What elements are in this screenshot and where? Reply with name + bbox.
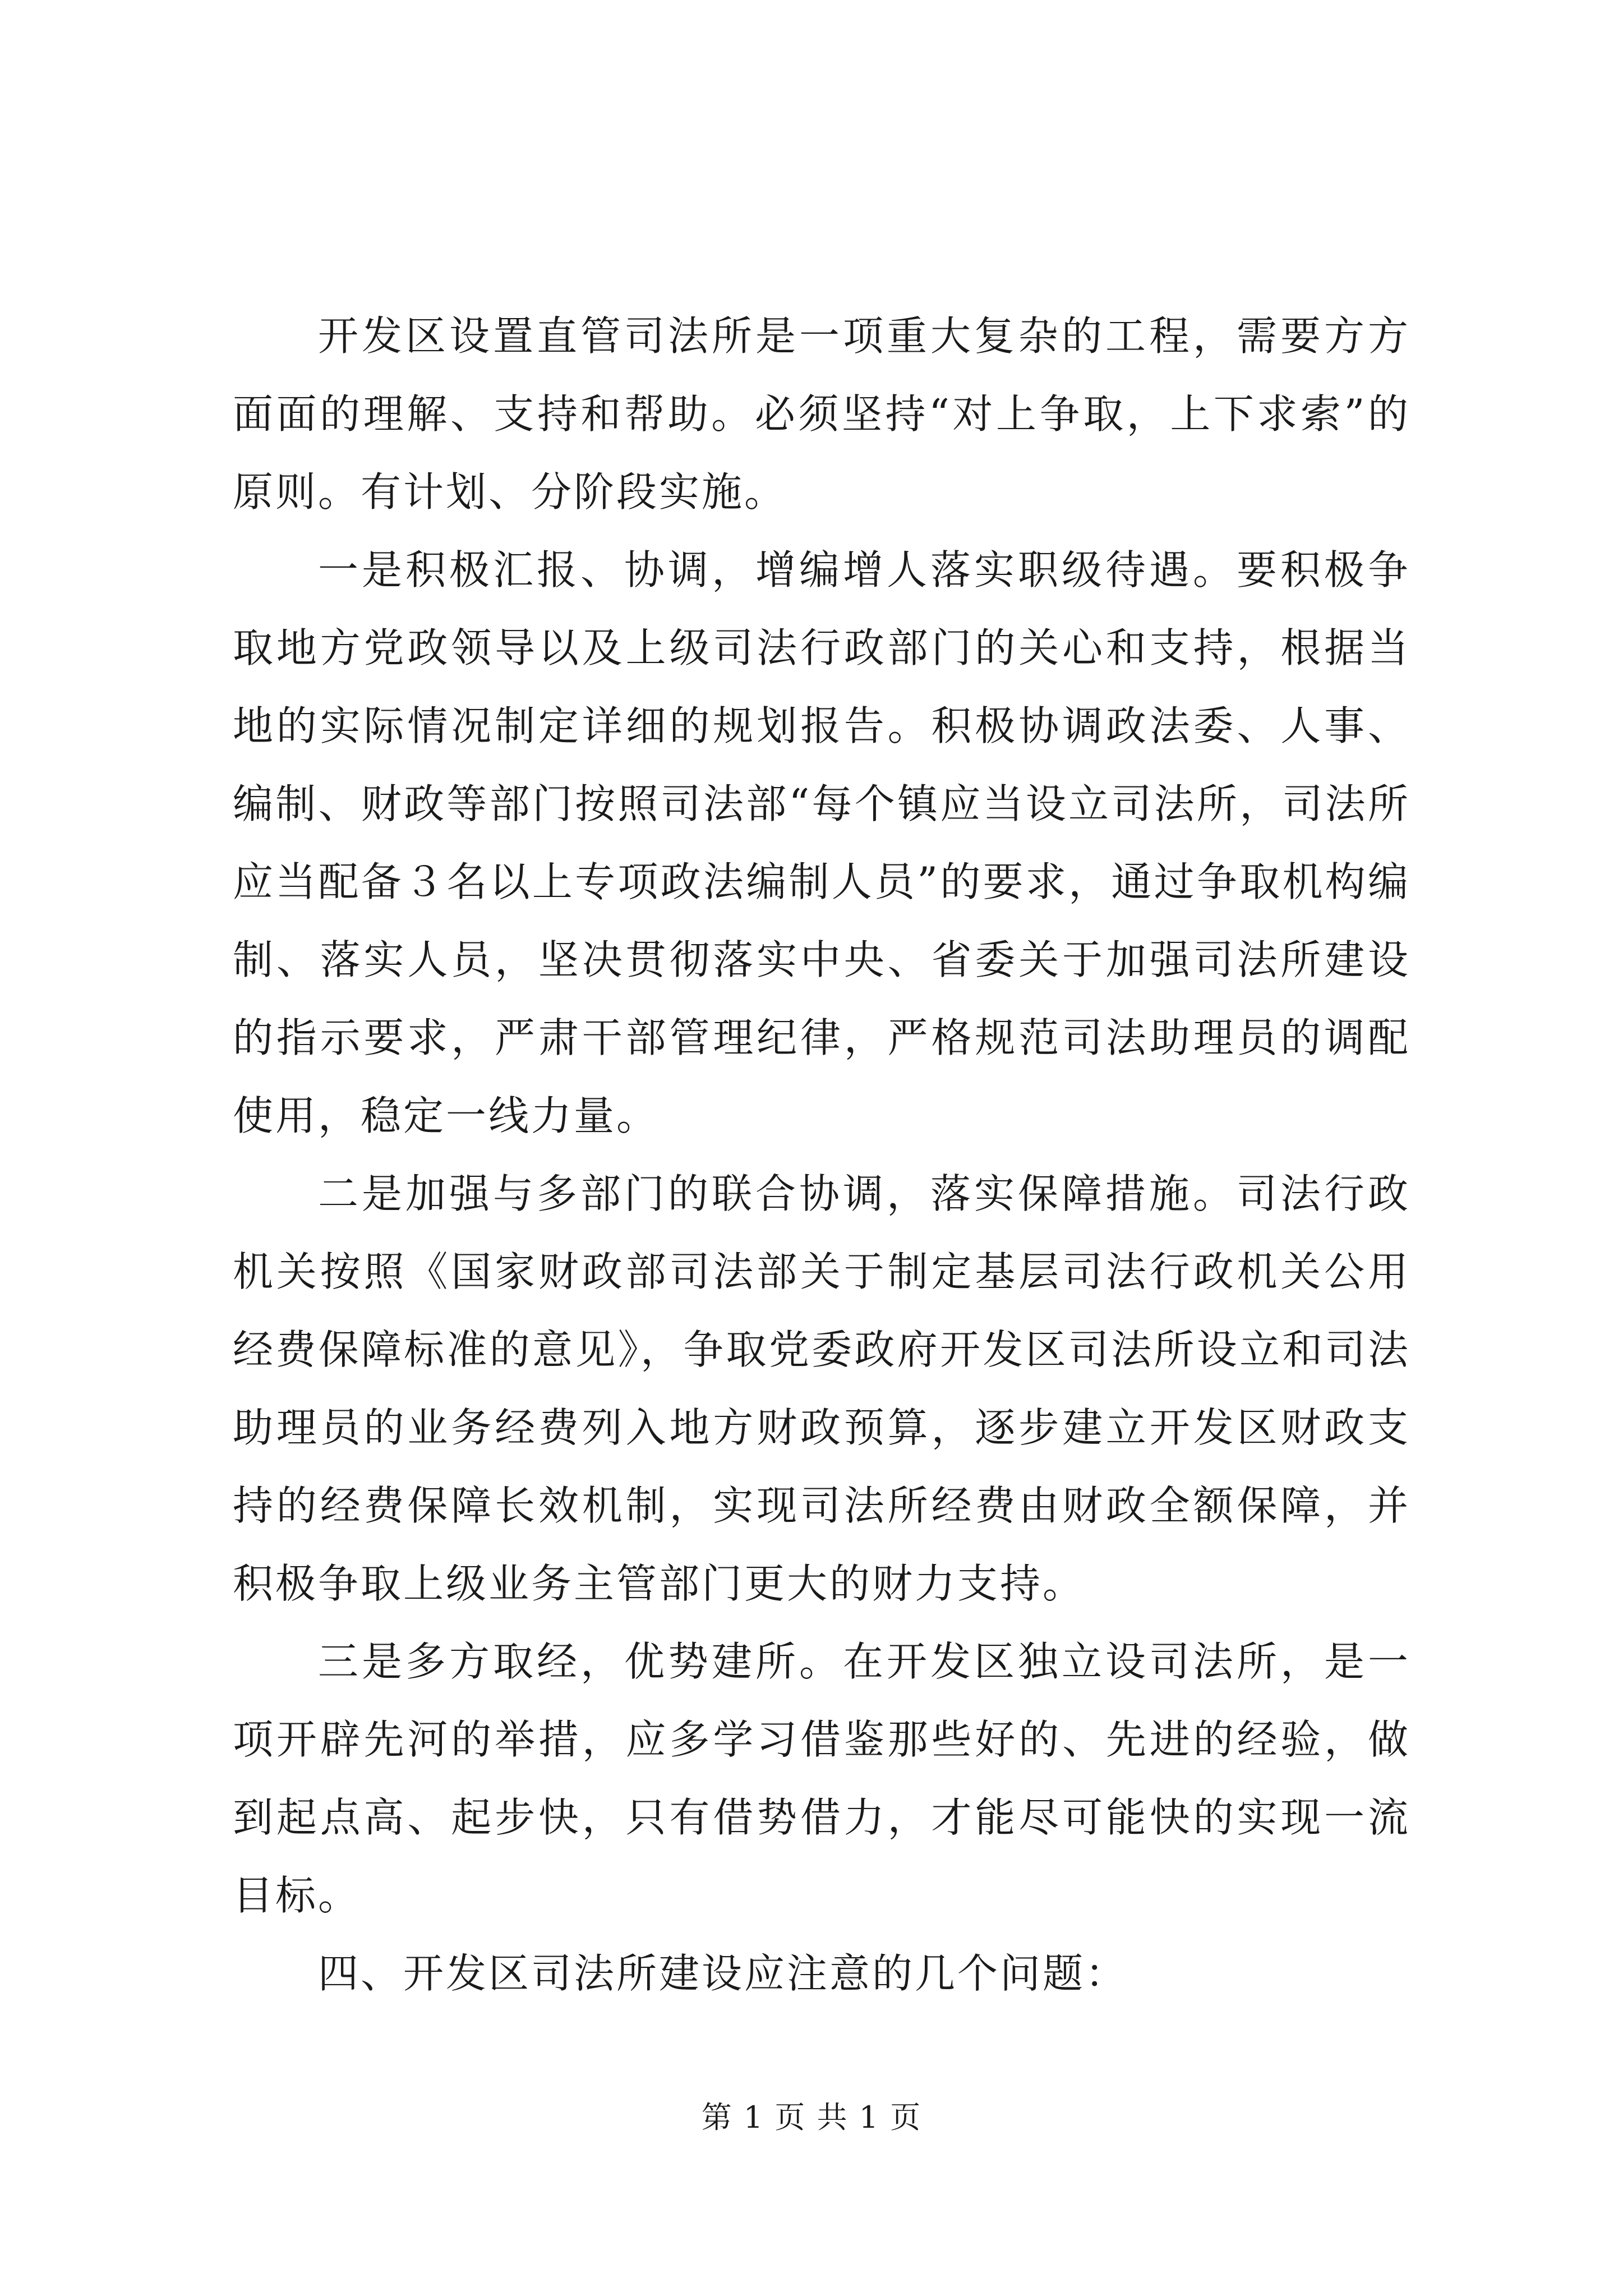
paragraph-point-three: 三是多方取经，优势建所。在开发区独立设司法所，是一项开辟先河的举措，应多学习借鉴那些好的、先进的经验，做到起点高、起步快，只有借势借力，才能尽可能快的实现一流目标。 [233, 1638, 1410, 1919]
section-heading-four: 四、开发区司法所建设应注意的几个问题： [318, 1950, 1128, 1997]
page-footer: 第 1 页 共 1 页 [701, 2100, 922, 2135]
paragraph-point-two: 二是加强与多部门的联合协调，落实保障措施。司法行政机关按照《国家财政部司法部关于制定基层司法行政机关公用经费保障标准的意见》，争取党委政府开发区司法所设立和司法助理员的业务经费列入地方财政预算，逐步建立开发区财政支持的经费保障长效机制，实现司法所经费由财政全额保障，并积极争取上级业务主管部门更大的财力支持。 [233, 1170, 1410, 1607]
document-body [233, 297, 1410, 2013]
paragraph-point-one: 一是积极汇报、协调，增编增人落实职级待遇。要积极争取地方党政领导以及上级司法行政部门的关心和支持，根据当地的实际情况制定详细的规划报告。积极协调政法委、人事、编制、财政等部门按照司法部“每个镇应当设立司法所，司法所应当配备３名以上专项政法编制人员”的要求，通过争取机构编制、落实人员，坚决贯彻落实中央、省委关于加强司法所建设的指示要求，严肃干部管理纪律，严格规范司法助理员的调配使用，稳定一线力量。 [233, 546, 1410, 1139]
paragraph-intro: 开发区设置直管司法所是一项重大复杂的工程，需要方方面面的理解、支持和帮助。必须坚持“对上争取，上下求索”的原则。有计划、分阶段实施。 [233, 312, 1410, 516]
